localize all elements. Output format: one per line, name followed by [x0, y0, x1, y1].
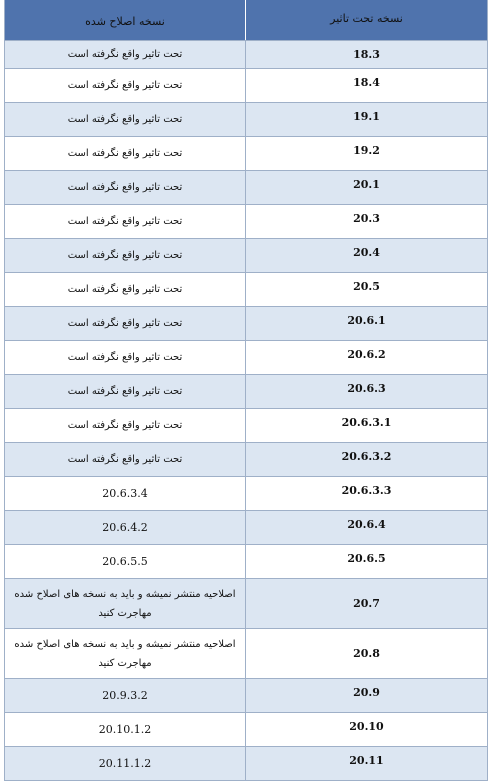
affected-version-cell: 20.10 [349, 720, 384, 733]
corrected-version-cell: 20.6.4.2 [5, 511, 246, 544]
table-row [5, 272, 487, 306]
table-row [5, 442, 487, 476]
table-header-row [5, 0, 487, 40]
affected-version-cell: 20.5 [353, 280, 380, 293]
affected-version-cell: 20.4 [353, 246, 380, 259]
header-affected-version: نسخه تحت تاثیر [330, 12, 403, 25]
affected-version-cell: 20.9 [353, 686, 380, 699]
corrected-version-cell: تحت تاثیر واقع نگرفته است [5, 171, 246, 204]
corrected-version-cell: تحت تاثیر واقع نگرفته است [5, 307, 246, 340]
corrected-version-cell: تحت تاثیر واقع نگرفته است [5, 103, 246, 136]
table-row [5, 746, 487, 780]
affected-version-cell: 20.3 [353, 212, 380, 225]
corrected-version-cell: تحت تاثیر واقع نگرفته است [5, 205, 246, 238]
corrected-version-cell: تحت تاثیر واقع نگرفته است [5, 41, 246, 68]
corrected-version-cell: تحت تاثیر واقع نگرفته است [5, 443, 246, 476]
corrected-version-cell: تحت تاثیر واقع نگرفته است [5, 273, 246, 306]
affected-version-cell: 20.6.3.2 [341, 450, 392, 463]
table-row [5, 136, 487, 170]
corrected-version-cell: تحت تاثیر واقع نگرفته است [5, 409, 246, 442]
table-row [5, 544, 487, 578]
table-row [5, 306, 487, 340]
affected-version-cell: 20.6.3.1 [341, 416, 392, 429]
affected-version-cell: 20.7 [353, 597, 380, 610]
table-row [5, 712, 487, 746]
table-row [5, 628, 487, 678]
versions-table [4, 0, 488, 781]
affected-version-cell: 18.3 [353, 48, 380, 61]
affected-version-cell: 19.1 [353, 110, 380, 123]
affected-version-cell: 20.6.4 [347, 518, 386, 531]
corrected-version-cell: اصلاحیه منتشر نمیشه و باید به نسخه های اصلاح شده مهاجرت کنید [5, 629, 246, 678]
table-row [5, 68, 487, 102]
corrected-version-cell: تحت تاثیر واقع نگرفته است [5, 137, 246, 170]
affected-version-cell: 20.6.2 [347, 348, 386, 361]
corrected-version-cell: 20.6.5.5 [5, 545, 246, 578]
table-row [5, 476, 487, 510]
corrected-version-cell: 20.9.3.2 [5, 679, 246, 712]
corrected-version-cell: 20.10.1.2 [5, 713, 246, 746]
affected-version-cell: 20.6.1 [347, 314, 386, 327]
affected-version-cell: 18.4 [353, 76, 380, 89]
affected-version-cell: 20.6.3.3 [341, 484, 392, 497]
corrected-version-cell: اصلاحیه منتشر نمیشه و باید به نسخه های اصلاح شده مهاجرت کنید [5, 579, 246, 628]
table-row [5, 678, 487, 712]
corrected-version-cell: تحت تاثیر واقع نگرفته است [5, 341, 246, 374]
affected-version-cell: 20.11 [349, 754, 384, 767]
affected-version-cell: 20.1 [353, 178, 380, 191]
corrected-version-cell: تحت تاثیر واقع نگرفته است [5, 69, 246, 102]
table-row [5, 102, 487, 136]
table-row [5, 40, 487, 68]
affected-version-cell: 20.6.5 [347, 552, 386, 565]
corrected-version-cell: تحت تاثیر واقع نگرفته است [5, 375, 246, 408]
table-row [5, 340, 487, 374]
header-corrected-version: نسخه اصلاح شده [5, 0, 246, 40]
table-row [5, 408, 487, 442]
table-row [5, 238, 487, 272]
corrected-version-cell: 20.6.3.4 [5, 477, 246, 510]
corrected-version-cell: تحت تاثیر واقع نگرفته است [5, 239, 246, 272]
table-row [5, 204, 487, 238]
affected-version-cell: 20.6.3 [347, 382, 386, 395]
affected-version-cell: 19.2 [353, 144, 380, 157]
table-row [5, 170, 487, 204]
table-row [5, 578, 487, 628]
table-row [5, 510, 487, 544]
corrected-version-cell: 20.11.1.2 [5, 747, 246, 780]
table-row [5, 374, 487, 408]
affected-version-cell: 20.8 [353, 647, 380, 660]
